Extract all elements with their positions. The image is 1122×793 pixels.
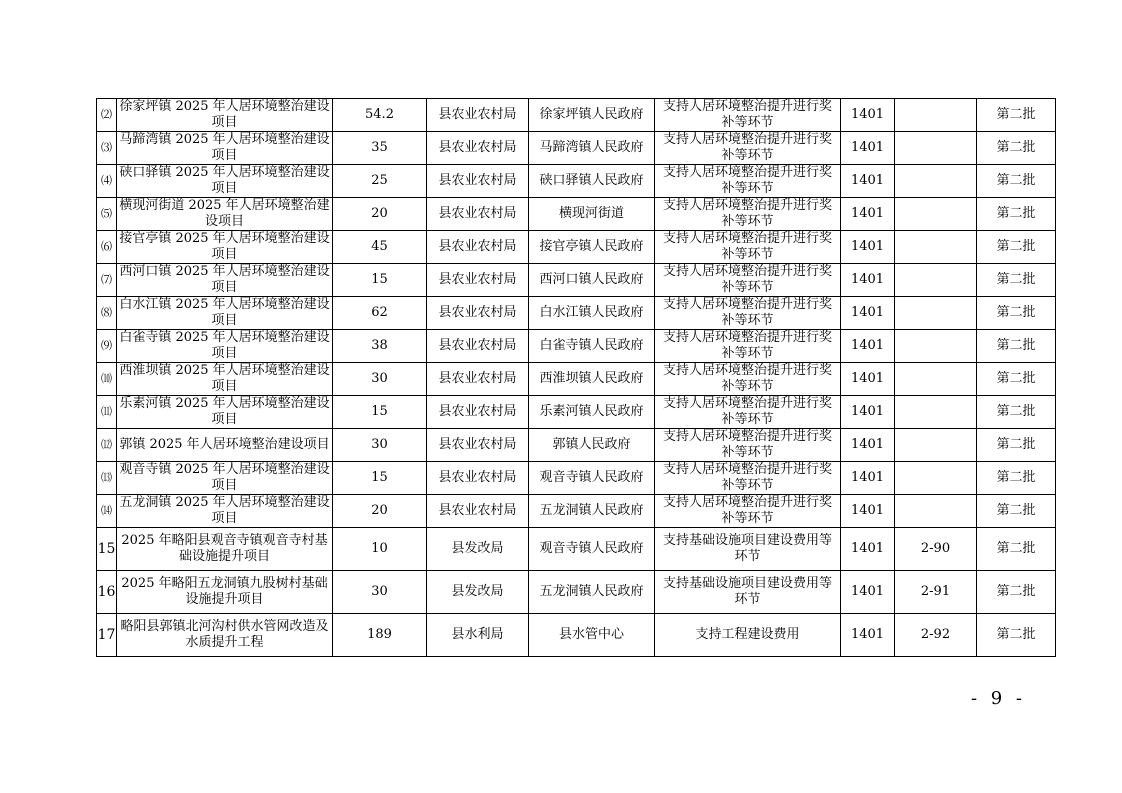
- purpose-cell: 支持人居环境整治提升进行奖补等环节: [655, 495, 841, 528]
- code-cell: 1401: [841, 396, 895, 429]
- amount-cell: 45: [333, 231, 427, 264]
- purpose-cell: 支持人居环境整治提升进行奖补等环节: [655, 396, 841, 429]
- code-cell: 1401: [841, 330, 895, 363]
- code-cell: 1401: [841, 429, 895, 462]
- row-index: ⑹: [97, 231, 117, 264]
- code-cell: 1401: [841, 132, 895, 165]
- row-index: ⑼: [97, 330, 117, 363]
- department-cell: 县农业农村局: [427, 165, 529, 198]
- project-table: [96, 98, 1056, 657]
- amount-cell: 10: [333, 528, 427, 571]
- department-cell: 县农业农村局: [427, 429, 529, 462]
- project-name: 硖口驿镇 2025 年人居环境整治建设项目: [117, 165, 333, 198]
- code-cell: 1401: [841, 99, 895, 132]
- purpose-cell: 支持人居环境整治提升进行奖补等环节: [655, 330, 841, 363]
- department-cell: 县发改局: [427, 571, 529, 614]
- table-row: [97, 363, 1056, 396]
- amount-cell: 20: [333, 198, 427, 231]
- project-name: 2025 年略阳县观音寺镇观音寺村基础设施提升项目: [117, 528, 333, 571]
- code-cell: 1401: [841, 363, 895, 396]
- code-cell: 1401: [841, 231, 895, 264]
- reference-number-cell: [895, 264, 977, 297]
- table-row: [97, 99, 1056, 132]
- code-cell: 1401: [841, 528, 895, 571]
- table-row: [97, 297, 1056, 330]
- amount-cell: 38: [333, 330, 427, 363]
- amount-cell: 30: [333, 363, 427, 396]
- reference-number-cell: [895, 231, 977, 264]
- amount-cell: 54.2: [333, 99, 427, 132]
- code-cell: 1401: [841, 165, 895, 198]
- project-name: 白雀寺镇 2025 年人居环境整治建设项目: [117, 330, 333, 363]
- implementing-unit-cell: 徐家坪镇人民政府: [529, 99, 655, 132]
- department-cell: 县农业农村局: [427, 396, 529, 429]
- code-cell: 1401: [841, 614, 895, 657]
- amount-cell: 30: [333, 429, 427, 462]
- row-index: ⑽: [97, 363, 117, 396]
- batch-cell: 第二批: [977, 198, 1056, 231]
- table-row: [97, 429, 1056, 462]
- table-row: [97, 330, 1056, 363]
- implementing-unit-cell: 白水江镇人民政府: [529, 297, 655, 330]
- reference-number-cell: [895, 462, 977, 495]
- table-row: [97, 264, 1056, 297]
- batch-cell: 第二批: [977, 330, 1056, 363]
- reference-number-cell: [895, 165, 977, 198]
- table-row: [97, 614, 1056, 657]
- purpose-cell: 支持人居环境整治提升进行奖补等环节: [655, 231, 841, 264]
- reference-number-cell: [895, 363, 977, 396]
- row-index: 16: [97, 571, 117, 614]
- purpose-cell: 支持人居环境整治提升进行奖补等环节: [655, 297, 841, 330]
- amount-cell: 15: [333, 264, 427, 297]
- implementing-unit-cell: 马蹄湾镇人民政府: [529, 132, 655, 165]
- department-cell: 县农业农村局: [427, 363, 529, 396]
- row-index: ⒁: [97, 495, 117, 528]
- reference-number-cell: 2-92: [895, 614, 977, 657]
- row-index: ⑶: [97, 132, 117, 165]
- implementing-unit-cell: 接官亭镇人民政府: [529, 231, 655, 264]
- project-name: 五龙洞镇 2025 年人居环境整治建设项目: [117, 495, 333, 528]
- row-index: ⑻: [97, 297, 117, 330]
- table-row: [97, 396, 1056, 429]
- code-cell: 1401: [841, 571, 895, 614]
- department-cell: 县农业农村局: [427, 495, 529, 528]
- batch-cell: 第二批: [977, 132, 1056, 165]
- batch-cell: 第二批: [977, 495, 1056, 528]
- purpose-cell: 支持人居环境整治提升进行奖补等环节: [655, 264, 841, 297]
- reference-number-cell: [895, 330, 977, 363]
- department-cell: 县水利局: [427, 614, 529, 657]
- row-index: 15: [97, 528, 117, 571]
- department-cell: 县农业农村局: [427, 99, 529, 132]
- department-cell: 县农业农村局: [427, 231, 529, 264]
- department-cell: 县农业农村局: [427, 330, 529, 363]
- batch-cell: 第二批: [977, 165, 1056, 198]
- implementing-unit-cell: 硖口驿镇人民政府: [529, 165, 655, 198]
- row-index: ⑸: [97, 198, 117, 231]
- table-row: [97, 571, 1056, 614]
- row-index: ⑷: [97, 165, 117, 198]
- reference-number-cell: [895, 297, 977, 330]
- batch-cell: 第二批: [977, 363, 1056, 396]
- amount-cell: 25: [333, 165, 427, 198]
- table-row: [97, 165, 1056, 198]
- implementing-unit-cell: 五龙洞镇人民政府: [529, 495, 655, 528]
- implementing-unit-cell: 乐素河镇人民政府: [529, 396, 655, 429]
- reference-number-cell: [895, 132, 977, 165]
- purpose-cell: 支持工程建设费用: [655, 614, 841, 657]
- project-name: 略阳县郭镇北河沟村供水管网改造及水质提升工程: [117, 614, 333, 657]
- amount-cell: 15: [333, 396, 427, 429]
- batch-cell: 第二批: [977, 429, 1056, 462]
- implementing-unit-cell: 观音寺镇人民政府: [529, 528, 655, 571]
- purpose-cell: 支持人居环境整治提升进行奖补等环节: [655, 132, 841, 165]
- batch-cell: 第二批: [977, 231, 1056, 264]
- department-cell: 县农业农村局: [427, 198, 529, 231]
- purpose-cell: 支持人居环境整治提升进行奖补等环节: [655, 165, 841, 198]
- batch-cell: 第二批: [977, 396, 1056, 429]
- amount-cell: 189: [333, 614, 427, 657]
- row-index: ⑺: [97, 264, 117, 297]
- project-name: 白水江镇 2025 年人居环境整治建设项目: [117, 297, 333, 330]
- batch-cell: 第二批: [977, 528, 1056, 571]
- amount-cell: 62: [333, 297, 427, 330]
- row-index: ⑵: [97, 99, 117, 132]
- department-cell: 县农业农村局: [427, 264, 529, 297]
- reference-number-cell: [895, 495, 977, 528]
- project-name: 乐素河镇 2025 年人居环境整治建设项目: [117, 396, 333, 429]
- row-index: ⒀: [97, 462, 117, 495]
- implementing-unit-cell: 五龙洞镇人民政府: [529, 571, 655, 614]
- project-name: 接官亭镇 2025 年人居环境整治建设项目: [117, 231, 333, 264]
- table-row: [97, 132, 1056, 165]
- table-row: [97, 528, 1056, 571]
- batch-cell: 第二批: [977, 264, 1056, 297]
- implementing-unit-cell: 县水管中心: [529, 614, 655, 657]
- department-cell: 县发改局: [427, 528, 529, 571]
- purpose-cell: 支持基础设施项目建设费用等环节: [655, 571, 841, 614]
- code-cell: 1401: [841, 495, 895, 528]
- code-cell: 1401: [841, 462, 895, 495]
- amount-cell: 35: [333, 132, 427, 165]
- reference-number-cell: 2-91: [895, 571, 977, 614]
- purpose-cell: 支持人居环境整治提升进行奖补等环节: [655, 462, 841, 495]
- purpose-cell: 支持人居环境整治提升进行奖补等环节: [655, 198, 841, 231]
- amount-cell: 15: [333, 462, 427, 495]
- reference-number-cell: [895, 198, 977, 231]
- implementing-unit-cell: 郭镇人民政府: [529, 429, 655, 462]
- reference-number-cell: [895, 396, 977, 429]
- implementing-unit-cell: 西河口镇人民政府: [529, 264, 655, 297]
- project-name: 徐家坪镇 2025 年人居环境整治建设项目: [117, 99, 333, 132]
- purpose-cell: 支持人居环境整治提升进行奖补等环节: [655, 99, 841, 132]
- batch-cell: 第二批: [977, 571, 1056, 614]
- reference-number-cell: 2-90: [895, 528, 977, 571]
- code-cell: 1401: [841, 198, 895, 231]
- department-cell: 县农业农村局: [427, 297, 529, 330]
- table-row: [97, 462, 1056, 495]
- table-body: [97, 99, 1056, 657]
- reference-number-cell: [895, 99, 977, 132]
- project-name: 西河口镇 2025 年人居环境整治建设项目: [117, 264, 333, 297]
- department-cell: 县农业农村局: [427, 132, 529, 165]
- table-row: [97, 495, 1056, 528]
- purpose-cell: 支持基础设施项目建设费用等环节: [655, 528, 841, 571]
- project-name: 马蹄湾镇 2025 年人居环境整治建设项目: [117, 132, 333, 165]
- batch-cell: 第二批: [977, 99, 1056, 132]
- batch-cell: 第二批: [977, 462, 1056, 495]
- implementing-unit-cell: 西淮坝镇人民政府: [529, 363, 655, 396]
- implementing-unit-cell: 白雀寺镇人民政府: [529, 330, 655, 363]
- code-cell: 1401: [841, 297, 895, 330]
- row-index: 17: [97, 614, 117, 657]
- table-row: [97, 231, 1056, 264]
- amount-cell: 20: [333, 495, 427, 528]
- batch-cell: 第二批: [977, 614, 1056, 657]
- row-index: ⑿: [97, 429, 117, 462]
- purpose-cell: 支持人居环境整治提升进行奖补等环节: [655, 363, 841, 396]
- purpose-cell: 支持人居环境整治提升进行奖补等环节: [655, 429, 841, 462]
- department-cell: 县农业农村局: [427, 462, 529, 495]
- batch-cell: 第二批: [977, 297, 1056, 330]
- page-number: - 9 -: [970, 688, 1026, 709]
- implementing-unit-cell: 观音寺镇人民政府: [529, 462, 655, 495]
- project-name: 西淮坝镇 2025 年人居环境整治建设项目: [117, 363, 333, 396]
- amount-cell: 30: [333, 571, 427, 614]
- code-cell: 1401: [841, 264, 895, 297]
- project-name: 观音寺镇 2025 年人居环境整治建设项目: [117, 462, 333, 495]
- row-index: ⑾: [97, 396, 117, 429]
- table-row: [97, 198, 1056, 231]
- reference-number-cell: [895, 429, 977, 462]
- project-name: 横现河街道 2025 年人居环境整治建设项目: [117, 198, 333, 231]
- project-name: 2025 年略阳五龙洞镇九股树村基础设施提升项目: [117, 571, 333, 614]
- project-name: 郭镇 2025 年人居环境整治建设项目: [117, 429, 333, 462]
- implementing-unit-cell: 横现河街道: [529, 198, 655, 231]
